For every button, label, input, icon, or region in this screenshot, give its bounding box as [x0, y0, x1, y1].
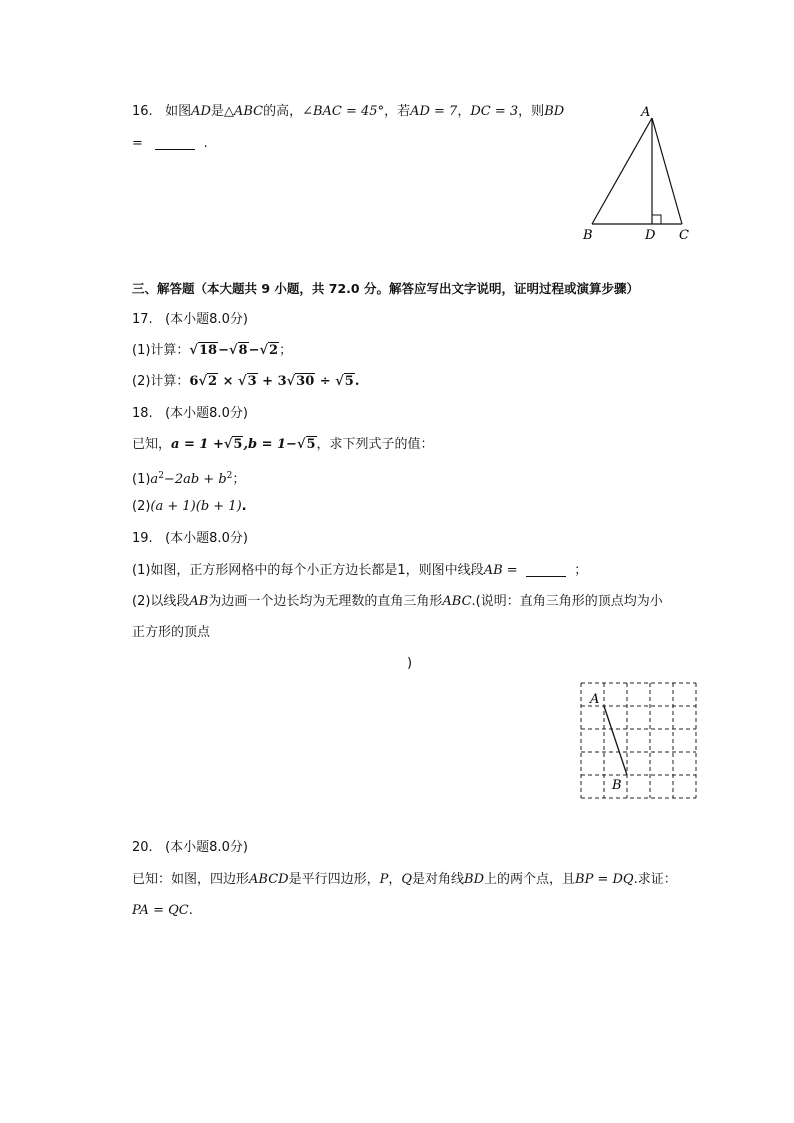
label-a: A: [590, 692, 600, 707]
q16-line2: = .: [132, 136, 208, 151]
q16-triangle-figure: [575, 100, 700, 245]
q19-part1: (1)如图，正方形网格中的每个小正方边长都是1，则图中线段AB = ；: [132, 563, 588, 578]
edge-ab: [592, 118, 652, 224]
q18-header: 18. (本小题8.0分): [132, 406, 248, 421]
label-d: D: [645, 228, 656, 243]
label-a: A: [641, 105, 651, 120]
q16-line1: 16. 如图AD是△ABC的高，∠BAC = 45°，若AD = 7，DC = 3，则BD: [132, 104, 565, 119]
q19-paren: ): [407, 656, 413, 671]
q20-line1: 已知：如图，四边形ABCD是平行四边形，P，Q是对角线BD上的两个点，且BP = DQ.求证：: [132, 872, 677, 887]
q19-grid-figure: [575, 676, 705, 804]
q18-part2: (2)(a + 1)(b + 1).: [132, 499, 247, 514]
q19-part2-cont: 正方形的顶点: [132, 625, 211, 640]
label-c: C: [679, 228, 689, 243]
q17-part1: (1)计算：√18−√8−√2；: [132, 343, 293, 358]
section-3-title: 三、解答题（本大题共 9 小题，共 72.0 分。解答应写出文字说明，证明过程或演算步骤）: [132, 281, 639, 296]
q19-header: 19. (本小题8.0分): [132, 531, 248, 546]
segment-ab: [604, 706, 627, 775]
q18-intro: 已知，a = 1 +√5,b = 1−√5，求下列式子的值：: [132, 437, 434, 452]
answer-blank[interactable]: [155, 136, 195, 150]
q17-part2: (2)计算：6√2 × √3 + 3√30 ÷ √5.: [132, 374, 360, 389]
q19-part2: (2)以线段AB为边画一个边长均为无理数的直角三角形ABC.(说明：直角三角形的顶点均为小: [132, 594, 663, 609]
label-b: B: [583, 228, 593, 243]
q16-number: 16.: [132, 104, 153, 119]
label-b: B: [612, 778, 622, 793]
q20-header: 20. (本小题8.0分): [132, 840, 248, 855]
q18-part1: $(1)a^2-2ab + b^2$；: [132, 471, 246, 487]
edge-ac: [652, 118, 682, 224]
q20-line2: PA = QC.: [132, 903, 193, 918]
answer-blank[interactable]: [526, 563, 566, 577]
q17-header: 17. (本小题8.0分): [132, 312, 248, 327]
right-angle-mark: [652, 215, 661, 224]
